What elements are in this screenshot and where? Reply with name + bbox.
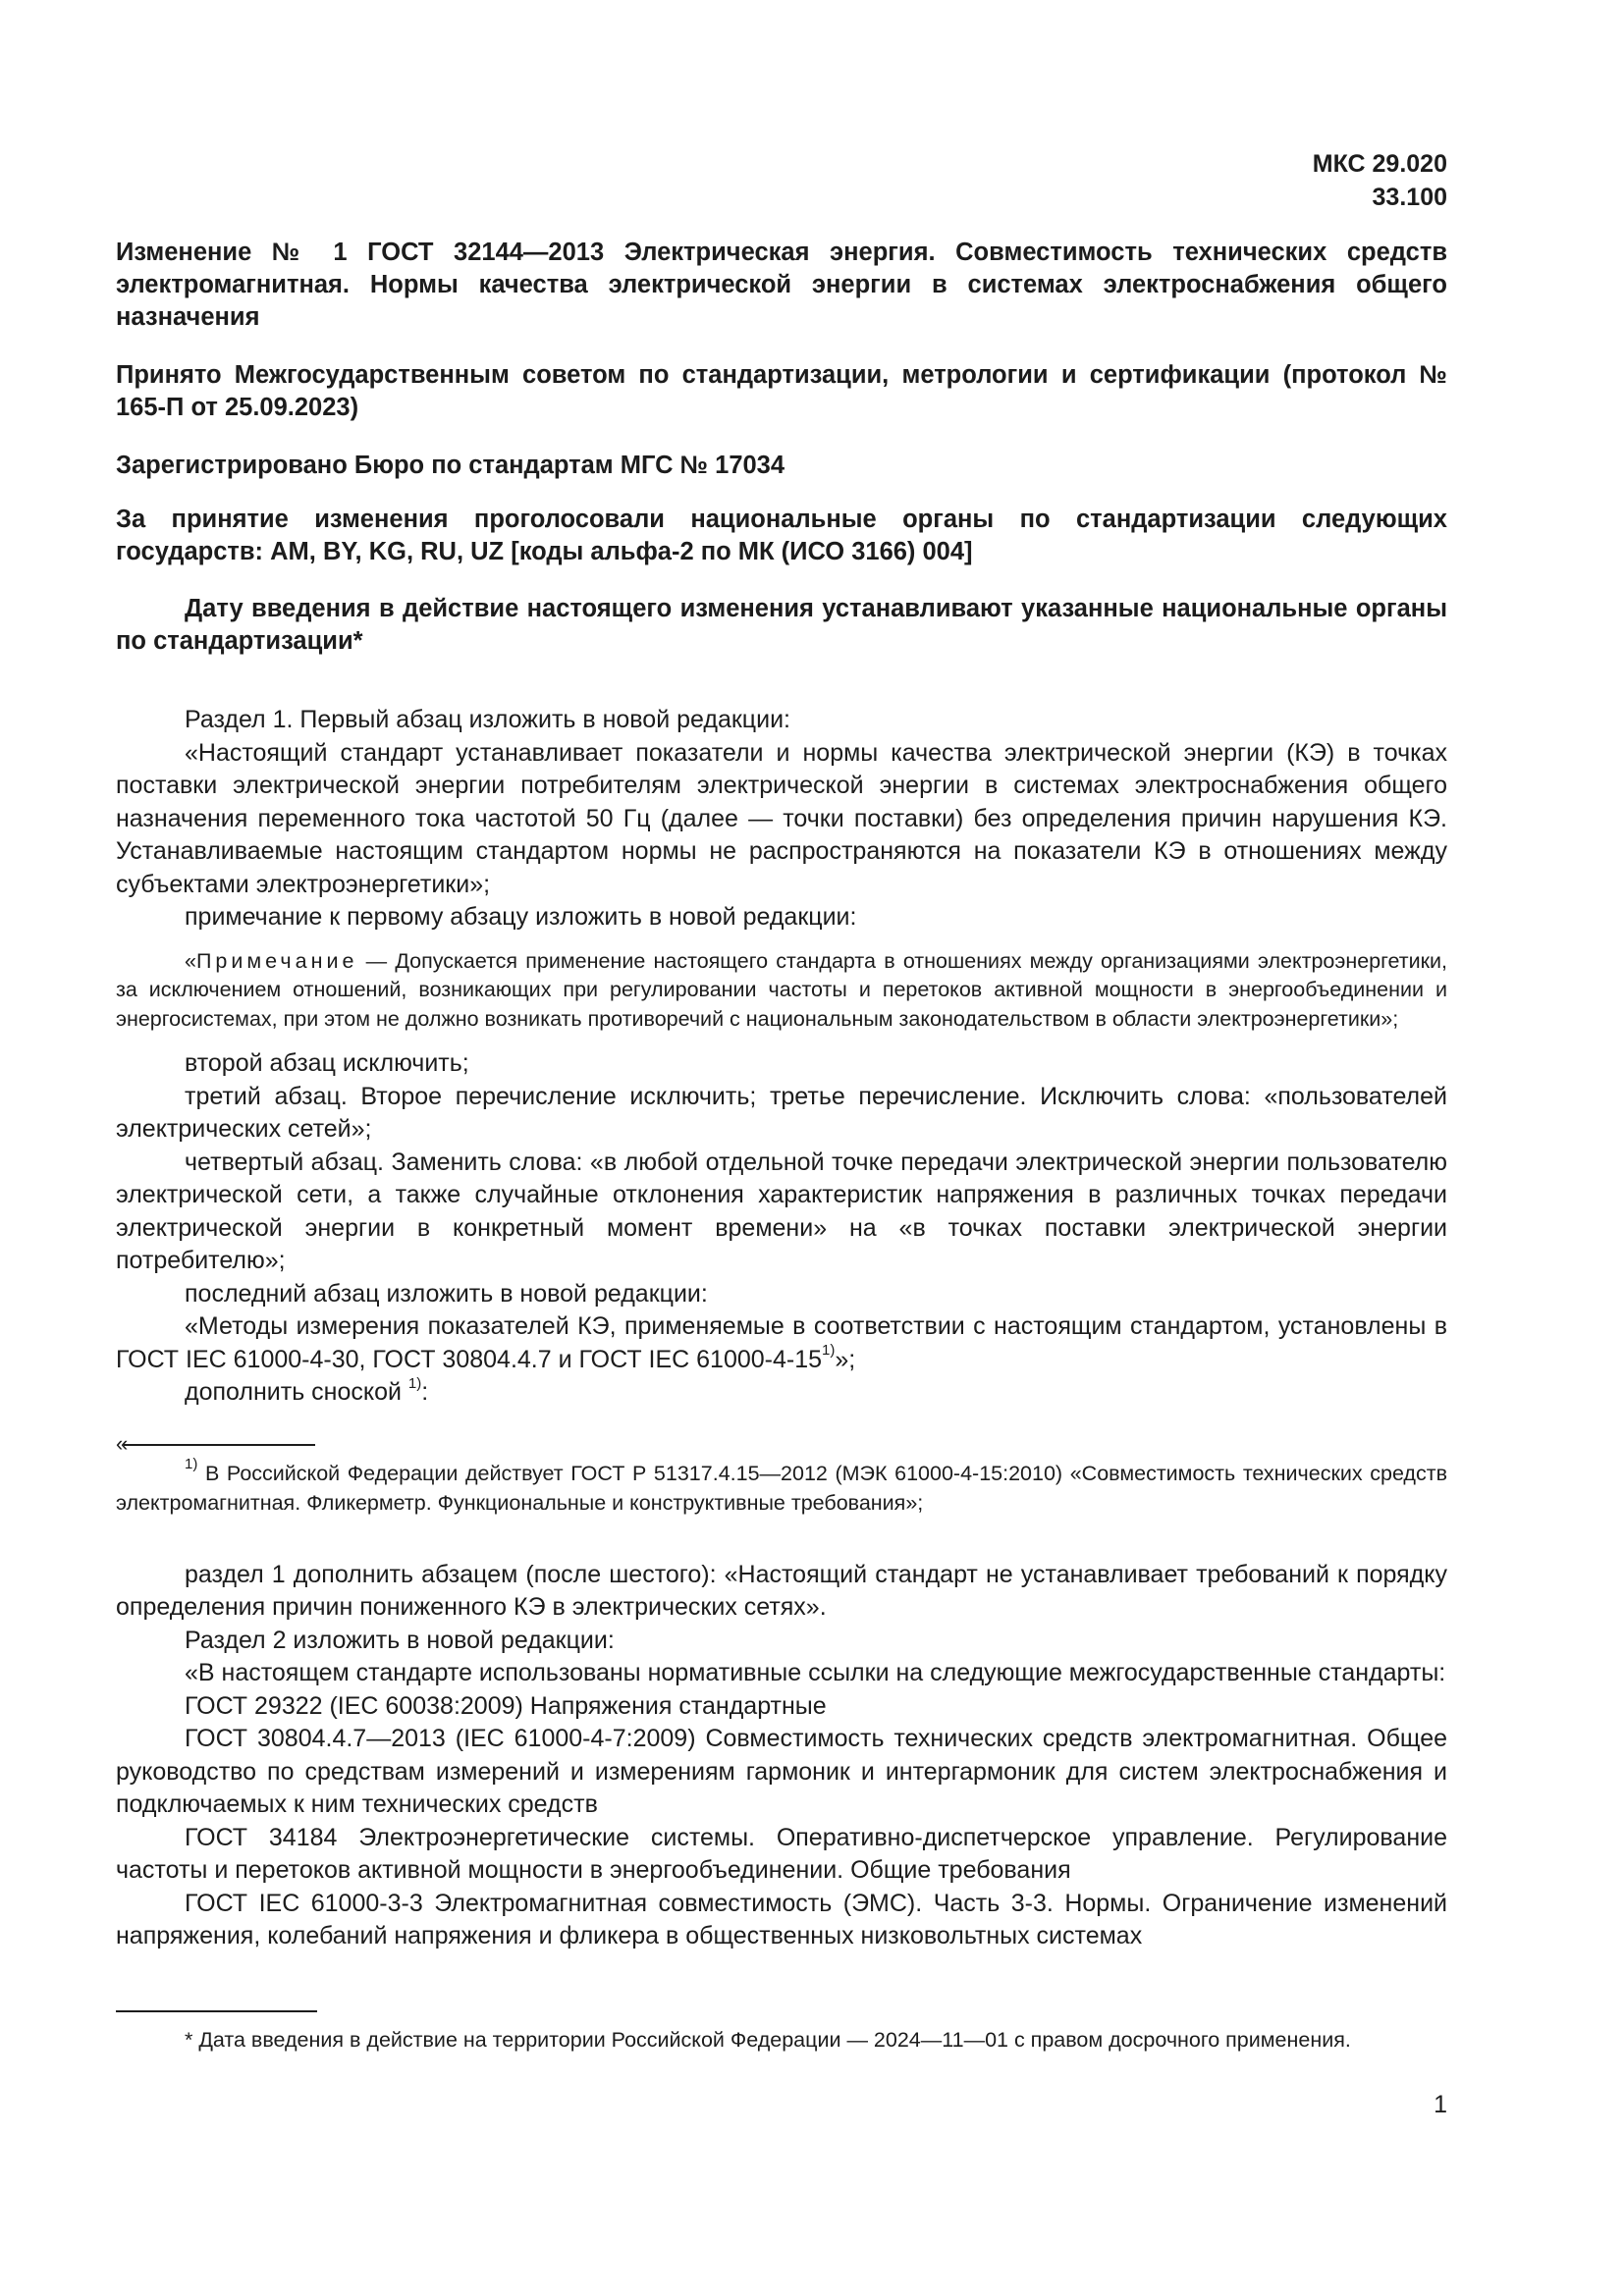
document-page [116,147,1447,1953]
note-text: — Допускается применение настоящего стандарта в отношениях между организациями электроэнергетики, за исключением отношений, возникающих при регулировании частоты и перетоков активной мощности в энергообъединении и энергосистемах, при этом не должно возникать противоречий с национальным законодательством в области электроэнергетики»; [116,948,1447,1031]
mks-code-1: МКС 29.020 [1312,150,1447,178]
paragraph-end: : [421,1378,429,1406]
inner-footnote-rule [124,1444,315,1446]
paragraph: ГОСТ 34184 Электроэнергетические системы. Оперативно-диспетчерское управление. Регулирование частоты и перетоков активной мощности в энергообъединении. Общие требования [116,1823,1447,1884]
paragraph [116,1376,1447,1410]
paragraph: Раздел 1. Первый абзац изложить в новой редакции: [185,706,790,733]
inner-footnote-text: В Российской Федерации действует ГОСТ Р 51317.4.15—2012 (МЭК 61000-4-15:2010) «Совместимость технических средств электромагнитная. Фликерметр. Функциональные и конструктивные требования»; [116,1461,1447,1515]
paragraph: ГОСТ 29322 (IEC 60038:2009) Напряжения стандартные [185,1691,827,1720]
footnote-rule [116,2010,317,2012]
amendment-title: Изменение № 1 ГОСТ 32144—2013 Электрическая энергия. Совместимость технических средств электромагнитная. Нормы качества электрической энергии в системах электроснабжения общего назначения [116,239,1447,331]
effective-date-statement: Дату введения в действие настоящего изменения устанавливают указанные национальные органы по стандартизации* [116,595,1447,655]
paragraph: ГОСТ 30804.4.7—2013 (IEC 61000-4-7:2009) Совместимость технических средств электромагнитная. Общее руководство по средствам измерений и измерениям гармоник и интергармоник для систем электроснабжения и подключаемых к ним технических средств [116,1725,1447,1818]
paragraph: Раздел 2 изложить в новой редакции: [185,1626,615,1654]
note-label: Примечание [195,948,358,973]
paragraph: примечание к первому абзацу изложить в новой редакции: [185,903,857,931]
registration-statement: Зарегистрировано Бюро по стандартам МГС № 17034 [116,452,785,479]
paragraph: последний абзац изложить в новой редакции: [185,1279,708,1308]
paragraph: «В настоящем стандарте использованы нормативные ссылки на следующие межгосударственные стандарты: [185,1659,1446,1686]
paragraph: четвертый абзац. Заменить слова: «в любой отдельной точке передачи электрической энергии пользователю электрической сети, а также случайные отклонения характеристик напряжения в различных точках передачи электрической энергии в конкретный момент времени» на «в точках поставки электрической энергии потребителю»; [116,1148,1447,1274]
paragraph-end: »; [835,1345,856,1373]
paragraph: третий абзац. Второе перечисление исключить; третье перечисление. Исключить слова: «пользователей электрических сетей»; [116,1082,1447,1143]
adopted-statement: Принято Межгосударственным советом по стандартизации, метрологии и сертификации (протокол № 165-П от 25.09.2023) [116,361,1447,421]
page-number: 1 [1434,2091,1447,2118]
footnote-ref: 1) [407,1374,422,1392]
note-open-quote: « [185,948,196,973]
mks-codes [116,147,1447,214]
page-footnote: * Дата введения в действие на территории Российской Федерации — 2024—11—01 с правом досрочного применения. [185,2028,1351,2052]
footnote-ref: 1) [822,1342,836,1360]
mks-code-2: 33.100 [1372,184,1447,211]
paragraph: раздел 1 дополнить абзацем (после шестого): «Настоящий стандарт не устанавливает требований к порядку определения причин пониженного КЭ в электрических сетях». [116,1560,1447,1621]
paragraph: второй абзац исключить; [185,1049,469,1077]
inner-footnote-mark: 1) [185,1456,198,1473]
note-paragraph [116,947,1447,1035]
paragraph-text: дополнить сноской [185,1378,408,1406]
paragraph: «Настоящий стандарт устанавливает показатели и нормы качества электрической энергии (КЭ) в точках поставки электрической энергии потребителям электрической энергии в системах электроснабжения общего назначения переменного тока частотой 50 Гц (далее — точки поставки) без определения причин нарушения КЭ. Устанавливаемые настоящим стандартом нормы не распространяются на показатели КЭ в отношениях между субъектами электроэнергетики»; [116,738,1447,898]
inner-footnote-open-quote: « [116,1430,129,1456]
paragraph-text: «Методы измерения показателей КЭ, применяемые в соответствии с настоящим стандартом, установлены в ГОСТ IEC 61000-4-30, ГОСТ 30804.4.7 и ГОСТ IEC 61000-4-15 [116,1312,1447,1373]
paragraph: ГОСТ IEC 61000-3-3 Электромагнитная совместимость (ЭМС). Часть 3-3. Нормы. Ограничение изменений напряжения, колебаний напряжения и фликера в общественных низковольтных системах [116,1889,1447,1949]
inner-footnote [116,1456,1447,1518]
amendment-body [116,704,1447,1953]
voting-statement: За принятие изменения проголосовали национальные органы по стандартизации следующих государств: AM, BY, KG, RU, UZ [коды альфа-2 по МК (ИСО 3166) 004] [116,506,1447,565]
paragraph [116,1310,1447,1376]
inner-footnote-separator [116,1430,1447,1459]
